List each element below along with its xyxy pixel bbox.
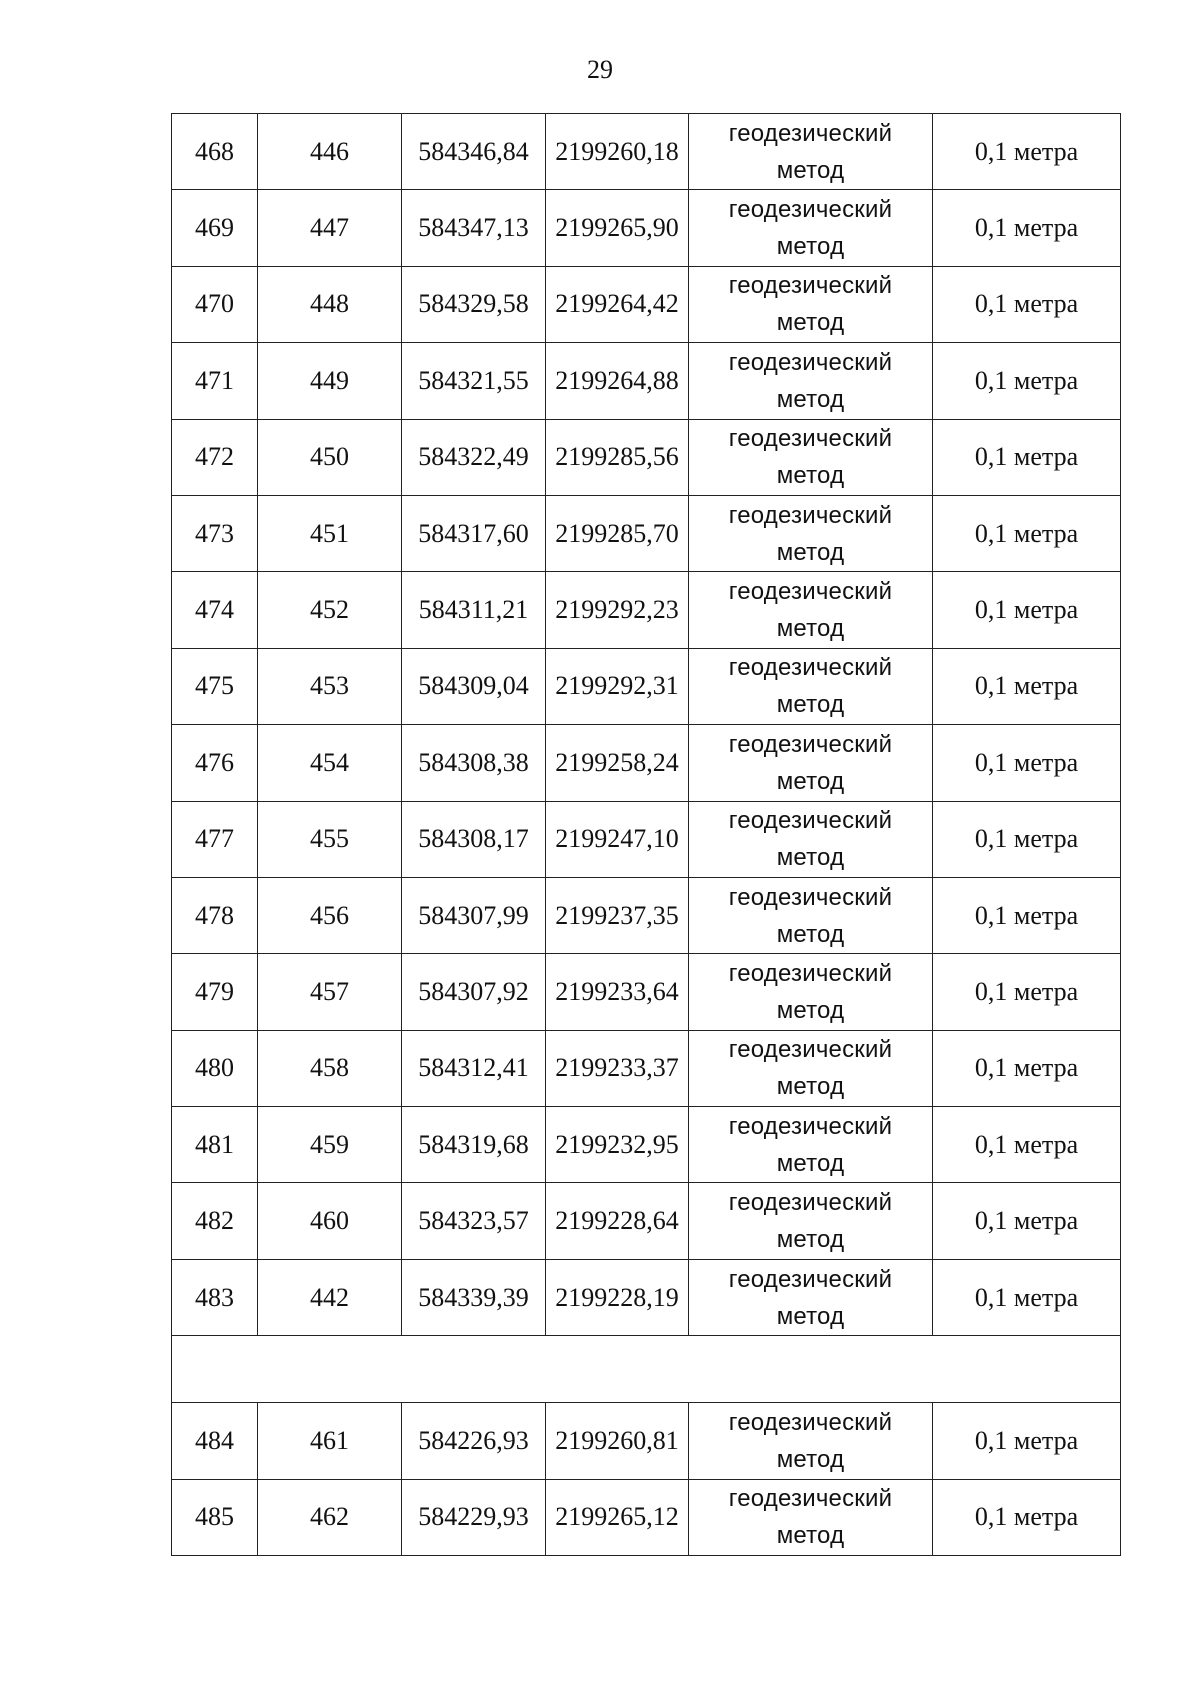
method-cell (689, 877, 933, 953)
table-row (172, 877, 1121, 953)
point-number-cell: 450 (258, 419, 402, 495)
accuracy-cell: 0,1 метра (933, 343, 1121, 419)
table-row (172, 495, 1121, 571)
row-number-cell: 477 (172, 801, 258, 877)
y-coordinate-cell: 2199247,10 (546, 801, 689, 877)
method-line-2: метод (776, 385, 845, 413)
x-coordinate-cell: 584347,13 (402, 190, 546, 266)
method-line-2: метод (776, 1073, 845, 1101)
method-cell (689, 495, 933, 571)
method-line-1: геодезический (728, 883, 893, 911)
accuracy-cell: 0,1 метра (933, 801, 1121, 877)
accuracy-cell: 0,1 метра (933, 725, 1121, 801)
point-number-cell: 452 (258, 572, 402, 648)
table-row (172, 1183, 1121, 1259)
x-coordinate-cell: 584321,55 (402, 343, 546, 419)
y-coordinate-cell: 2199228,19 (546, 1259, 689, 1335)
x-coordinate-cell: 584226,93 (402, 1403, 546, 1479)
y-coordinate-cell: 2199292,23 (546, 572, 689, 648)
method-line-1: геодезический (728, 730, 893, 758)
accuracy-cell: 0,1 метра (933, 648, 1121, 724)
method-line-2: метод (776, 615, 845, 643)
accuracy-cell: 0,1 метра (933, 1259, 1121, 1335)
method-line-2: метод (776, 920, 845, 948)
row-number-cell: 475 (172, 648, 258, 724)
coordinates-table-body (172, 114, 1121, 1556)
y-coordinate-cell: 2199260,81 (546, 1403, 689, 1479)
method-cell (689, 1403, 933, 1479)
point-number-cell: 446 (258, 114, 402, 190)
method-line-2: метод (776, 1226, 845, 1254)
method-line-2: метод (776, 156, 845, 184)
method-line-2: метод (776, 691, 845, 719)
row-number-cell: 472 (172, 419, 258, 495)
point-number-cell: 458 (258, 1030, 402, 1106)
point-number-cell: 457 (258, 954, 402, 1030)
y-coordinate-cell: 2199228,64 (546, 1183, 689, 1259)
method-line-2: метод (776, 844, 845, 872)
x-coordinate-cell: 584339,39 (402, 1259, 546, 1335)
x-coordinate-cell: 584229,93 (402, 1479, 546, 1555)
method-line-2: метод (776, 309, 845, 337)
accuracy-cell: 0,1 метра (933, 419, 1121, 495)
point-number-cell: 456 (258, 877, 402, 953)
x-coordinate-cell: 584309,04 (402, 648, 546, 724)
method-cell (689, 1107, 933, 1183)
table-row (172, 1479, 1121, 1555)
row-number-cell: 485 (172, 1479, 258, 1555)
y-coordinate-cell: 2199233,37 (546, 1030, 689, 1106)
x-coordinate-cell: 584319,68 (402, 1107, 546, 1183)
point-number-cell: 453 (258, 648, 402, 724)
empty-separator-row (172, 1336, 1121, 1403)
method-line-1: геодезический (728, 654, 893, 682)
method-cell (689, 1479, 933, 1555)
method-cell (689, 1030, 933, 1106)
point-number-cell: 442 (258, 1259, 402, 1335)
table-row (172, 1259, 1121, 1335)
x-coordinate-cell: 584346,84 (402, 114, 546, 190)
y-coordinate-cell: 2199285,56 (546, 419, 689, 495)
x-coordinate-cell: 584317,60 (402, 495, 546, 571)
row-number-cell: 476 (172, 725, 258, 801)
point-number-cell: 451 (258, 495, 402, 571)
row-number-cell: 470 (172, 266, 258, 342)
method-line-2: метод (776, 1302, 845, 1330)
y-coordinate-cell: 2199260,18 (546, 114, 689, 190)
y-coordinate-cell: 2199292,31 (546, 648, 689, 724)
accuracy-cell: 0,1 метра (933, 1183, 1121, 1259)
y-coordinate-cell: 2199237,35 (546, 877, 689, 953)
method-line-1: геодезический (728, 1112, 893, 1140)
page-number: 29 (587, 55, 613, 84)
point-number-cell: 447 (258, 190, 402, 266)
row-number-cell: 473 (172, 495, 258, 571)
x-coordinate-cell: 584322,49 (402, 419, 546, 495)
method-line-2: метод (776, 767, 845, 795)
method-cell (689, 190, 933, 266)
accuracy-cell: 0,1 метра (933, 495, 1121, 571)
x-coordinate-cell: 584329,58 (402, 266, 546, 342)
x-coordinate-cell: 584308,38 (402, 725, 546, 801)
coordinates-table (171, 113, 1121, 1556)
accuracy-cell: 0,1 метра (933, 1107, 1121, 1183)
row-number-cell: 468 (172, 114, 258, 190)
point-number-cell: 459 (258, 1107, 402, 1183)
y-coordinate-cell: 2199233,64 (546, 954, 689, 1030)
x-coordinate-cell: 584311,21 (402, 572, 546, 648)
method-line-1: геодезический (728, 1265, 893, 1293)
accuracy-cell: 0,1 метра (933, 877, 1121, 953)
method-line-1: геодезический (728, 501, 893, 529)
table-row (172, 114, 1121, 190)
method-line-1: геодезический (728, 578, 893, 606)
method-line-1: геодезический (728, 425, 893, 453)
row-number-cell: 484 (172, 1403, 258, 1479)
method-cell (689, 266, 933, 342)
table-row (172, 801, 1121, 877)
y-coordinate-cell: 2199285,70 (546, 495, 689, 571)
method-line-1: геодезический (728, 348, 893, 376)
row-number-cell: 481 (172, 1107, 258, 1183)
row-number-cell: 479 (172, 954, 258, 1030)
point-number-cell: 460 (258, 1183, 402, 1259)
table-row (172, 1403, 1121, 1479)
accuracy-cell: 0,1 метра (933, 266, 1121, 342)
table-row (172, 572, 1121, 648)
table-row (172, 648, 1121, 724)
row-number-cell: 480 (172, 1030, 258, 1106)
row-number-cell: 482 (172, 1183, 258, 1259)
row-number-cell: 474 (172, 572, 258, 648)
method-line-1: геодезический (728, 959, 893, 987)
accuracy-cell: 0,1 метра (933, 1479, 1121, 1555)
method-line-1: геодезический (728, 1485, 893, 1513)
y-coordinate-cell: 2199232,95 (546, 1107, 689, 1183)
table-row (172, 343, 1121, 419)
method-line-2: метод (776, 1522, 845, 1550)
accuracy-cell: 0,1 метра (933, 954, 1121, 1030)
method-line-1: геодезический (728, 1408, 893, 1436)
method-line-1: геодезический (728, 807, 893, 835)
accuracy-cell: 0,1 метра (933, 190, 1121, 266)
table-row (172, 266, 1121, 342)
accuracy-cell: 0,1 метра (933, 572, 1121, 648)
method-line-2: метод (776, 462, 845, 490)
y-coordinate-cell: 2199264,42 (546, 266, 689, 342)
method-line-1: геодезический (728, 272, 893, 300)
point-number-cell: 449 (258, 343, 402, 419)
method-cell (689, 114, 933, 190)
method-cell (689, 1183, 933, 1259)
method-line-2: метод (776, 538, 845, 566)
method-line-1: геодезический (728, 1189, 893, 1217)
row-number-cell: 483 (172, 1259, 258, 1335)
table-row (172, 419, 1121, 495)
point-number-cell: 462 (258, 1479, 402, 1555)
method-cell (689, 725, 933, 801)
method-cell (689, 801, 933, 877)
method-line-1: геодезический (728, 1036, 893, 1064)
point-number-cell: 461 (258, 1403, 402, 1479)
point-number-cell: 455 (258, 801, 402, 877)
method-cell (689, 343, 933, 419)
method-cell (689, 954, 933, 1030)
method-line-1: геодезический (728, 119, 893, 147)
empty-separator-cell (172, 1336, 1121, 1403)
accuracy-cell: 0,1 метра (933, 114, 1121, 190)
method-line-2: метод (776, 1149, 845, 1177)
y-coordinate-cell: 2199265,90 (546, 190, 689, 266)
method-line-2: метод (776, 1445, 845, 1473)
table-row (172, 725, 1121, 801)
accuracy-cell: 0,1 метра (933, 1030, 1121, 1106)
method-line-2: метод (776, 233, 845, 261)
y-coordinate-cell: 2199258,24 (546, 725, 689, 801)
y-coordinate-cell: 2199265,12 (546, 1479, 689, 1555)
x-coordinate-cell: 584323,57 (402, 1183, 546, 1259)
method-line-1: геодезический (728, 196, 893, 224)
table-row (172, 954, 1121, 1030)
table-row (172, 1107, 1121, 1183)
x-coordinate-cell: 584307,99 (402, 877, 546, 953)
point-number-cell: 448 (258, 266, 402, 342)
x-coordinate-cell: 584307,92 (402, 954, 546, 1030)
method-line-2: метод (776, 996, 845, 1024)
table-row (172, 190, 1121, 266)
table-row (172, 1030, 1121, 1106)
accuracy-cell: 0,1 метра (933, 1403, 1121, 1479)
point-number-cell: 454 (258, 725, 402, 801)
row-number-cell: 471 (172, 343, 258, 419)
method-cell (689, 419, 933, 495)
method-cell (689, 572, 933, 648)
row-number-cell: 469 (172, 190, 258, 266)
row-number-cell: 478 (172, 877, 258, 953)
method-cell (689, 648, 933, 724)
x-coordinate-cell: 584308,17 (402, 801, 546, 877)
y-coordinate-cell: 2199264,88 (546, 343, 689, 419)
method-cell (689, 1259, 933, 1335)
x-coordinate-cell: 584312,41 (402, 1030, 546, 1106)
